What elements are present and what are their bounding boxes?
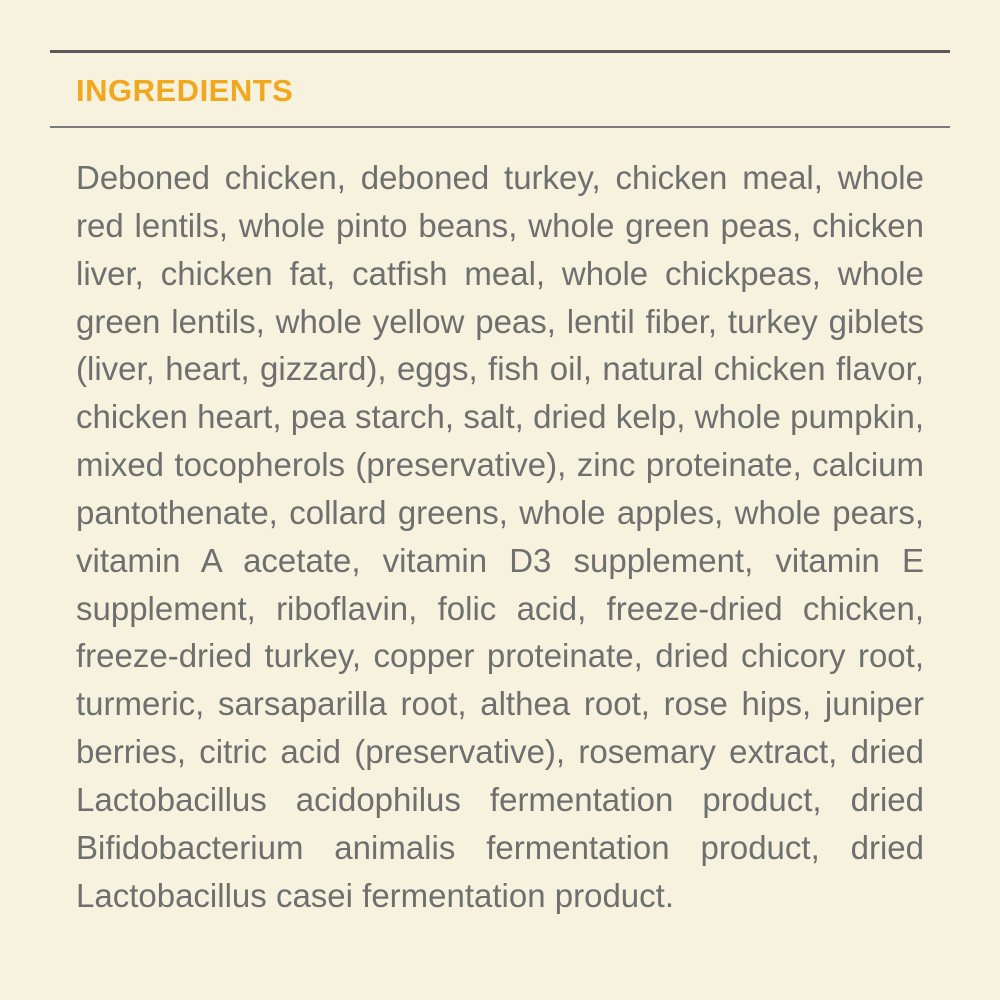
ingredients-panel [50,50,950,920]
page-title: INGREDIENTS [76,73,294,108]
ingredients-text: Deboned chicken, deboned turkey, chicken meal, whole red lentils, whole pinto beans, whole green peas, chicken liver, chicken fat, catfish meal, whole chickpeas, whole green lentils, whole yellow peas, lentil fiber, turkey giblets (liver, heart, gizzard), eggs, fish oil, natural chicken flavor, chicken heart, pea starch, salt, dried kelp, whole pumpkin, mixed tocopherols (preservative), zinc proteinate, calcium pantothenate, collard greens, whole apples, whole pears, vitamin A acetate, vitamin D3 supplement, vitamin E supplement, riboflavin, folic acid, freeze-dried chicken, freeze-dried turkey, copper proteinate, dried chicory root, turmeric, sarsaparilla root, althea root, rose hips, juniper berries, citric acid (preservative), rosemary extract, dried Lactobacillus acidophilus fermentation product, dried Bifidobacterium animalis fermentation product, dried Lactobacillus casei fermentation product. [76,159,924,914]
ingredients-body [50,128,950,920]
